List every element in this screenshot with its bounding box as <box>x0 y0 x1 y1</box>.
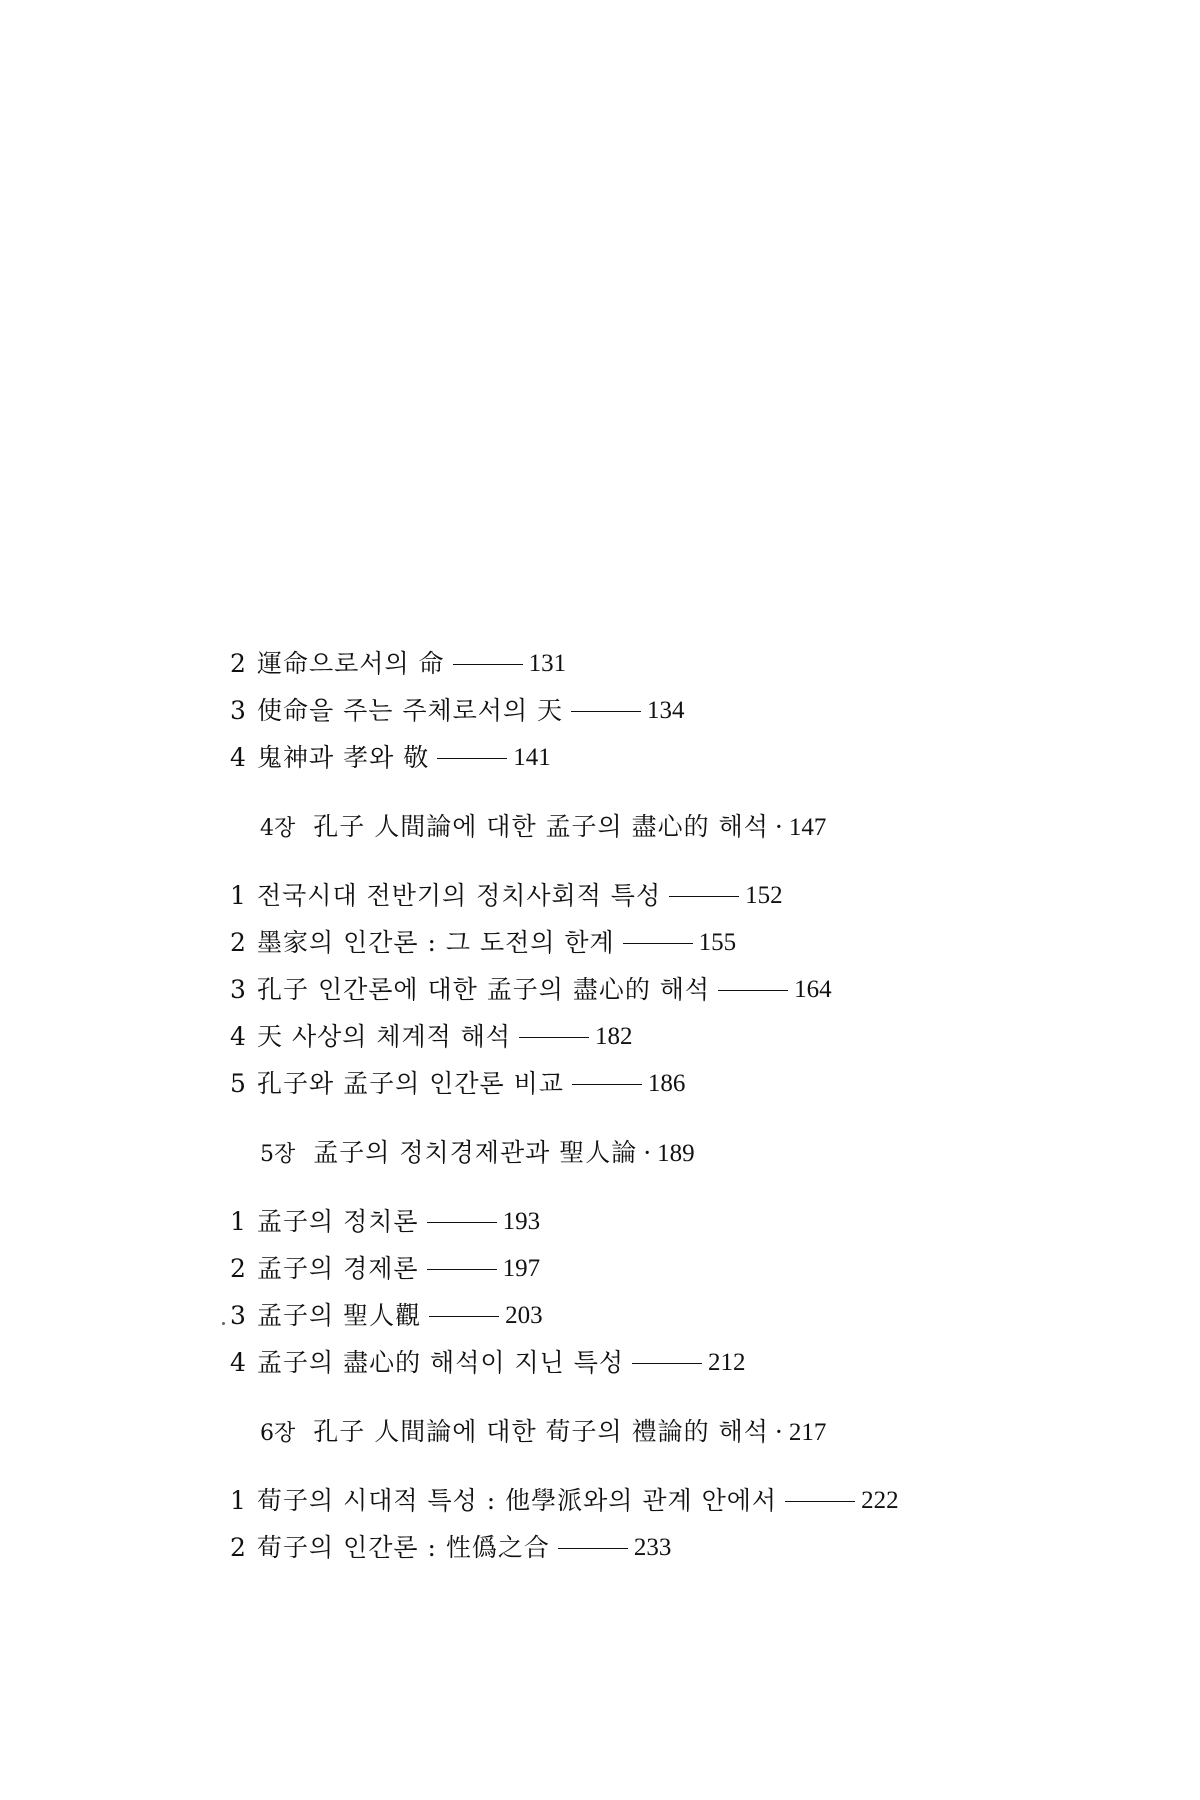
leader-line <box>427 1222 497 1223</box>
entry-page-number: 134 <box>647 697 685 724</box>
chapter-heading <box>260 1129 1030 1176</box>
toc-entry <box>230 1292 1030 1339</box>
toc-entry <box>230 1524 1030 1571</box>
page-stain <box>222 1322 225 1325</box>
entry-page-number: 155 <box>698 929 737 956</box>
entry-title: 墨家의 인간론 : 그 도전의 한계 <box>257 928 615 957</box>
entry-number: 1 <box>230 1207 246 1236</box>
chapter-page-number: 147 <box>788 814 827 841</box>
toc-entry <box>230 1013 1030 1060</box>
entry-page-number: 222 <box>861 1487 899 1514</box>
entry-page-number: 197 <box>502 1255 541 1282</box>
entry-title: 使命을 주는 주체로서의 天 <box>257 696 564 725</box>
leader-line <box>519 1037 589 1038</box>
toc-group <box>230 640 1030 781</box>
leader-line <box>623 943 693 944</box>
entry-title: 孟子의 정치론 <box>257 1207 419 1236</box>
toc-entry <box>230 1339 1030 1386</box>
entry-number: 4 <box>230 1022 246 1051</box>
entry-number: 2 <box>230 1533 246 1562</box>
entry-number: 3 <box>230 696 246 725</box>
entry-page-number: 212 <box>708 1349 746 1376</box>
entry-title: 孟子의 聖人觀 <box>257 1301 422 1330</box>
entry-page-number: 182 <box>595 1023 633 1050</box>
toc-entry <box>230 872 1030 919</box>
leader-line <box>718 990 788 991</box>
entry-title: 運命으로서의 命 <box>257 649 445 678</box>
entry-title: 荀子의 인간론 : 性僞之合 <box>257 1533 550 1562</box>
toc-group <box>230 1408 1030 1571</box>
entry-title: 孔子 인간론에 대한 孟子의 盡心的 해석 <box>257 975 711 1004</box>
toc-entry <box>230 1245 1030 1292</box>
leader-line <box>572 1084 642 1085</box>
chapter-title: 孟子의 정치경제관과 聖人論 <box>313 1138 638 1167</box>
toc-group <box>230 803 1030 1107</box>
leader-line <box>558 1548 628 1549</box>
entry-title: 孟子의 경제론 <box>257 1254 419 1283</box>
chapter-page-number: 217 <box>788 1419 827 1446</box>
entry-number: 5 <box>230 1069 246 1098</box>
entry-page-number: 141 <box>513 744 551 771</box>
chapter-page-number: 189 <box>657 1140 695 1167</box>
toc-entry <box>230 687 1030 734</box>
toc-entry <box>230 919 1030 966</box>
toc-entry <box>230 640 1030 687</box>
toc-entry <box>230 734 1030 781</box>
entry-title: 荀子의 시대적 특성 : 他學派와의 관계 안에서 <box>257 1486 778 1515</box>
entry-page-number: 203 <box>505 1302 543 1329</box>
leader-line <box>437 758 507 759</box>
entry-page-number: 233 <box>633 1534 672 1561</box>
toc-entry <box>230 966 1030 1013</box>
leader-line <box>453 664 523 665</box>
entry-title: 孟子의 盡心的 해석이 지닌 특성 <box>257 1348 624 1377</box>
entry-page-number: 131 <box>528 650 567 677</box>
chapter-title: 孔子 人間論에 대한 荀子의 禮論的 해석 <box>313 1417 769 1446</box>
chapter-separator: · <box>774 1417 783 1446</box>
leader-line <box>571 711 641 712</box>
entry-title: 孔子와 孟子의 인간론 비교 <box>257 1069 564 1098</box>
toc-group <box>230 1129 1030 1386</box>
entry-page-number: 164 <box>794 976 832 1003</box>
entry-number: 3 <box>230 1301 246 1330</box>
entry-title: 天 사상의 체계적 해석 <box>257 1022 512 1051</box>
entry-number: 4 <box>230 743 246 772</box>
leader-line <box>632 1363 702 1364</box>
entry-title: 전국시대 전반기의 정치사회적 특성 <box>257 881 662 910</box>
entry-number: 1 <box>230 1486 246 1515</box>
entry-page-number: 152 <box>745 882 783 909</box>
chapter-label: 5장 <box>260 1142 296 1167</box>
entry-page-number: 186 <box>647 1070 686 1097</box>
leader-line <box>785 1501 855 1502</box>
leader-line <box>669 896 739 897</box>
entry-number: 4 <box>230 1348 246 1377</box>
chapter-title: 孔子 人間論에 대한 孟子의 盡心的 해석 <box>313 812 769 841</box>
leader-line <box>427 1269 497 1270</box>
toc-entry <box>230 1198 1030 1245</box>
chapter-separator: · <box>643 1138 652 1167</box>
chapter-separator: · <box>774 812 783 841</box>
chapter-label: 6장 <box>260 1421 296 1446</box>
entry-number: 2 <box>230 928 246 957</box>
chapter-heading <box>260 803 1030 850</box>
entry-number: 2 <box>230 649 246 678</box>
toc-entry <box>230 1060 1030 1107</box>
entry-title: 鬼神과 孝와 敬 <box>257 743 430 772</box>
entry-number: 3 <box>230 975 246 1004</box>
table-of-contents <box>230 640 1030 1571</box>
entry-page-number: 193 <box>502 1208 541 1235</box>
entry-number: 1 <box>230 881 246 910</box>
leader-line <box>429 1316 499 1317</box>
toc-entry <box>230 1477 1030 1524</box>
entry-number: 2 <box>230 1254 246 1283</box>
chapter-label: 4장 <box>260 816 296 841</box>
chapter-heading <box>260 1408 1030 1455</box>
